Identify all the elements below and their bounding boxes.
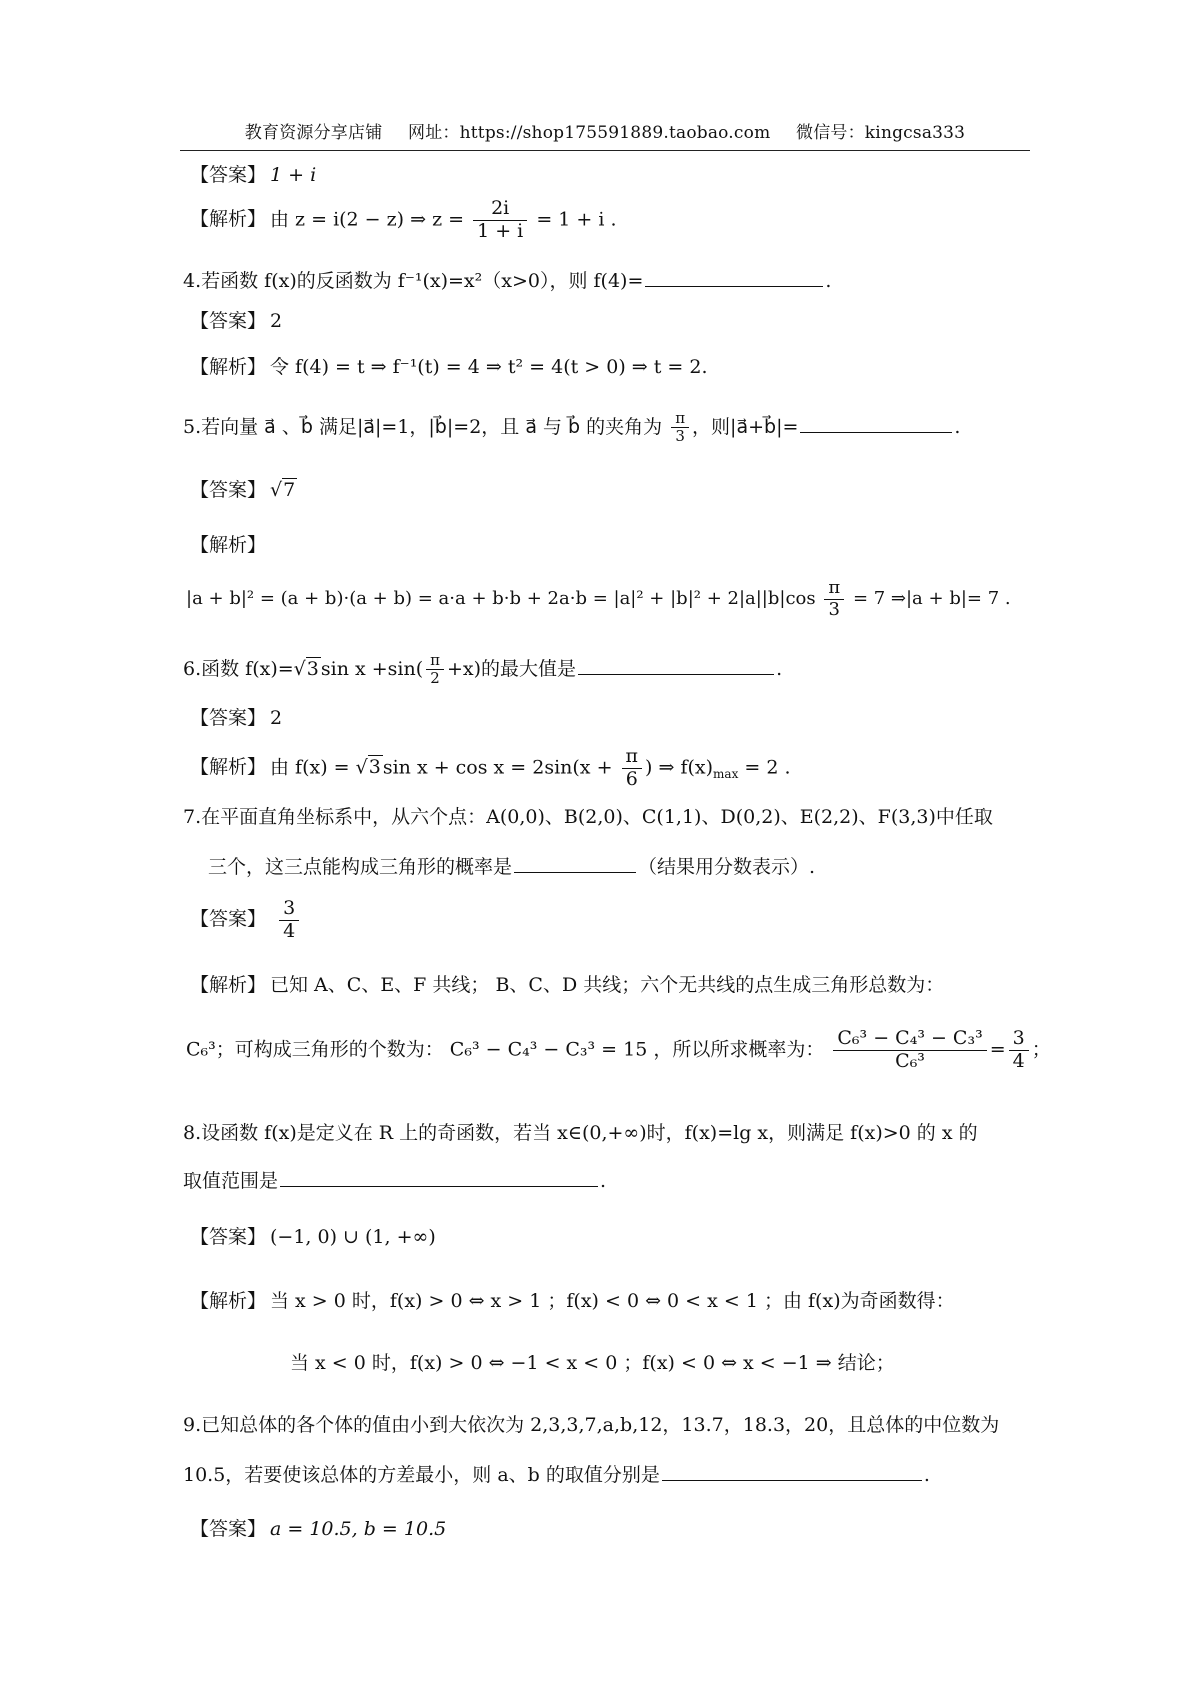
fraction — [622, 746, 643, 791]
question-text: 9.已知总体的各个体的值由小到大依次为 2,3,3,7,a,b,12，13.7，18.3，20，且总体的中位数为 — [183, 1414, 1000, 1436]
analysis-text: ； — [1031, 1038, 1051, 1061]
question-text: +x)的最大值是 — [447, 657, 577, 680]
fraction-denominator: 3 — [828, 598, 840, 620]
q6-analysis: 【解析】 由 f(x) = √3 sin x + cos x = 2sin(x + $\frac{\pi}{6}$ ) ⇒ $f(x)_{max} = 2$ . — [190, 745, 791, 790]
question-text: （结果用分数表示）. — [638, 856, 816, 878]
analysis-text: 当 x > 0 时，f(x) > 0 ⇔ x > 1 ；f(x) < 0 ⇔ 0 < x < 1 ；由 f(x)为奇函数得： — [270, 1290, 955, 1312]
question-text: sin x +sin( — [320, 657, 424, 680]
fraction-denominator: 6 — [625, 767, 638, 790]
analysis-label: 【解析】 — [190, 1290, 267, 1312]
answer-blank — [645, 268, 823, 287]
fraction — [671, 410, 689, 446]
q7-answer — [190, 898, 302, 943]
answer-value: 2 — [270, 707, 283, 729]
analysis-label: 【解析】 — [190, 974, 267, 996]
question-text: 10.5，若要使该总体的方差最小，则 a、b 的取值分别是 — [183, 1464, 660, 1486]
q4-analysis — [190, 352, 708, 379]
fraction — [833, 1028, 986, 1073]
fraction-numerator: π — [671, 410, 689, 428]
analysis-text: 已知 A、C、E、F 共线； B、C、D 共线；六个无共线的点生成三角形总数为： — [270, 974, 945, 996]
analysis-text: 由 f(x) = — [270, 756, 350, 779]
analysis-text: = 7 ⇒|a + b|= 7 . — [852, 588, 1011, 610]
question-text: 取值范围是 — [183, 1170, 279, 1192]
answer-blank — [662, 1462, 922, 1481]
q7-analysis-line2 — [186, 1028, 1051, 1073]
q5-analysis — [186, 578, 1011, 620]
q8-analysis-line1 — [190, 1286, 955, 1313]
header-url: 网址：https://shop175591889.taobao.com — [408, 123, 771, 143]
answer-blank — [578, 656, 774, 675]
q5-answer: 【答案】 √7 — [190, 479, 296, 501]
q6-answer — [190, 703, 282, 730]
analysis-text: 当 x < 0 时，f(x) > 0 ⇔ −1 < x < 0 ；f(x) < 0 ⇔ x < −1 ⇒ 结论； — [290, 1352, 895, 1374]
q5-analysis-label — [190, 530, 270, 557]
fraction — [473, 198, 527, 243]
answer-label: 【答案】 — [190, 164, 267, 186]
question-text: ，则|a⃗+b⃗|= — [692, 415, 799, 438]
q4-stem: 4.若函数 f(x)的反函数为 f⁻¹(x)=x²（x>0），则 f(4)= . — [183, 270, 832, 292]
subscript: max — [713, 767, 739, 782]
analysis-label: 【解析】 — [190, 534, 267, 556]
fraction-denominator: 1 + i — [477, 219, 524, 242]
answer-blank — [800, 414, 952, 433]
fraction — [824, 578, 844, 620]
q9-stem-line2: 10.5，若要使该总体的方差最小，则 a、b 的取值分别是 . — [183, 1464, 930, 1486]
question-text: 8.设函数 f(x)是定义在 R 上的奇函数，若当 x∈(0,+∞)时，f(x)=lg x，则满足 f(x)>0 的 x 的 — [183, 1122, 978, 1144]
header-shop: 教育资源分享店铺 — [244, 123, 383, 143]
analysis-text: ) ⇒ f(x) — [645, 756, 714, 779]
q6-stem: 6.函数 f(x)=√3 sin x +sin( $\frac{\pi}{2}$ +x)的最大值是 . — [183, 651, 783, 688]
analysis-text: C₆³；可构成三角形的个数为： C₆³ − C₄³ − C₃³ = 15 ，所以所求概率为： — [186, 1038, 825, 1061]
q8-stem-line1 — [183, 1118, 978, 1145]
question-text: 三个，这三点能构成三角形的概率是 — [208, 856, 513, 878]
analysis-text: 由 z = i(2 − z) ⇒ z = — [270, 208, 465, 231]
fraction-numerator: π — [622, 746, 643, 769]
answer-label: 【答案】 — [190, 1226, 267, 1248]
fraction-numerator: π — [824, 578, 844, 600]
analysis-text: 令 f(4) = t ⇒ f⁻¹(t) = 4 ⇒ t² = 4(t > 0) ⇒ t = 2. — [270, 356, 708, 378]
answer-label: 【答案】 — [190, 908, 267, 931]
header-wechat: 微信号：kingcsa333 — [796, 123, 966, 143]
q8-stem-line2: 取值范围是 . — [183, 1170, 607, 1192]
analysis-text: |a + b|² = (a + b)·(a + b) = a·a + b·b + 2a·b = |a|² + |b|² + 2|a||b|cos — [186, 588, 816, 610]
fraction — [426, 652, 444, 688]
answer-value: a = 10.5, b = 10.5 — [270, 1518, 447, 1540]
q3-answer — [190, 160, 316, 187]
sqrt-3: 3 — [306, 657, 319, 680]
analysis-text: = 2 . — [744, 756, 791, 779]
analysis-label: 【解析】 — [190, 756, 267, 779]
answer-value: 1 + i — [270, 164, 317, 186]
analysis-text: sin x + cos x = 2sin(x + — [382, 756, 613, 779]
fraction-numerator: 3 — [1009, 1028, 1029, 1051]
fraction-numerator: 2i — [473, 198, 527, 221]
answer-label: 【答案】 — [190, 1518, 267, 1540]
fraction-denominator: 2 — [430, 669, 440, 688]
fraction-denominator: 3 — [675, 427, 685, 446]
question-text: 7.在平面直角坐标系中，从六个点：A(0,0)、B(2,0)、C(1,1)、D(0,2)、E(2,2)、F(3,3)中任取 — [183, 806, 993, 828]
q4-answer — [190, 306, 282, 333]
answer-blank — [514, 854, 636, 873]
q7-stem-line1 — [183, 802, 993, 829]
question-text: 5.若向量 a⃗ 、b⃗ 满足|a⃗|=1，|b⃗|=2，且 a⃗ 与 b⃗ 的夹角为 — [183, 415, 663, 438]
q3-analysis — [190, 198, 617, 243]
answer-value: (−1, 0) ∪ (1, +∞) — [270, 1226, 436, 1248]
header-divider — [180, 150, 1030, 151]
q9-stem-line1 — [183, 1410, 999, 1437]
q5-stem: 5.若向量 a⃗ 、b⃗ 满足|a⃗|=1，|b⃗|=2，且 a⃗ 与 b⃗ 的夹角为 $\frac{\pi}{3}$ ，则|a⃗+b⃗|= . — [183, 409, 961, 446]
q7-analysis-line1 — [190, 970, 944, 997]
analysis-text: = 1 + i . — [536, 208, 617, 231]
q9-answer — [190, 1514, 446, 1541]
fraction-denominator: 4 — [283, 919, 296, 942]
answer-label: 【答案】 — [190, 310, 267, 332]
fraction — [1009, 1028, 1029, 1073]
q8-analysis-line2 — [290, 1348, 895, 1375]
fraction-numerator: π — [426, 652, 444, 670]
fraction-denominator: 4 — [1012, 1049, 1025, 1072]
sqrt-3: 3 — [368, 756, 381, 779]
answer-fraction — [279, 898, 299, 943]
fraction-numerator: 3 — [279, 898, 299, 921]
q8-answer — [190, 1222, 436, 1249]
analysis-text: = — [989, 1038, 1006, 1061]
q7-stem-line2 — [208, 852, 815, 879]
question-text: 6.函数 f(x)= — [183, 657, 294, 680]
answer-value: 2 — [270, 310, 283, 332]
page-header — [180, 118, 1030, 143]
answer-label: 【答案】 — [190, 707, 267, 729]
answer-value: 7 — [283, 479, 296, 501]
answer-label: 【答案】 — [190, 479, 267, 501]
fraction-numerator: C₆³ − C₄³ − C₃³ — [833, 1028, 986, 1051]
question-text: 4.若函数 f(x)的反函数为 f⁻¹(x)=x²（x>0），则 f(4)= — [183, 270, 644, 292]
analysis-label: 【解析】 — [190, 208, 267, 231]
analysis-label: 【解析】 — [190, 356, 267, 378]
answer-blank — [280, 1168, 598, 1187]
fraction-denominator: C₆³ — [895, 1049, 925, 1072]
